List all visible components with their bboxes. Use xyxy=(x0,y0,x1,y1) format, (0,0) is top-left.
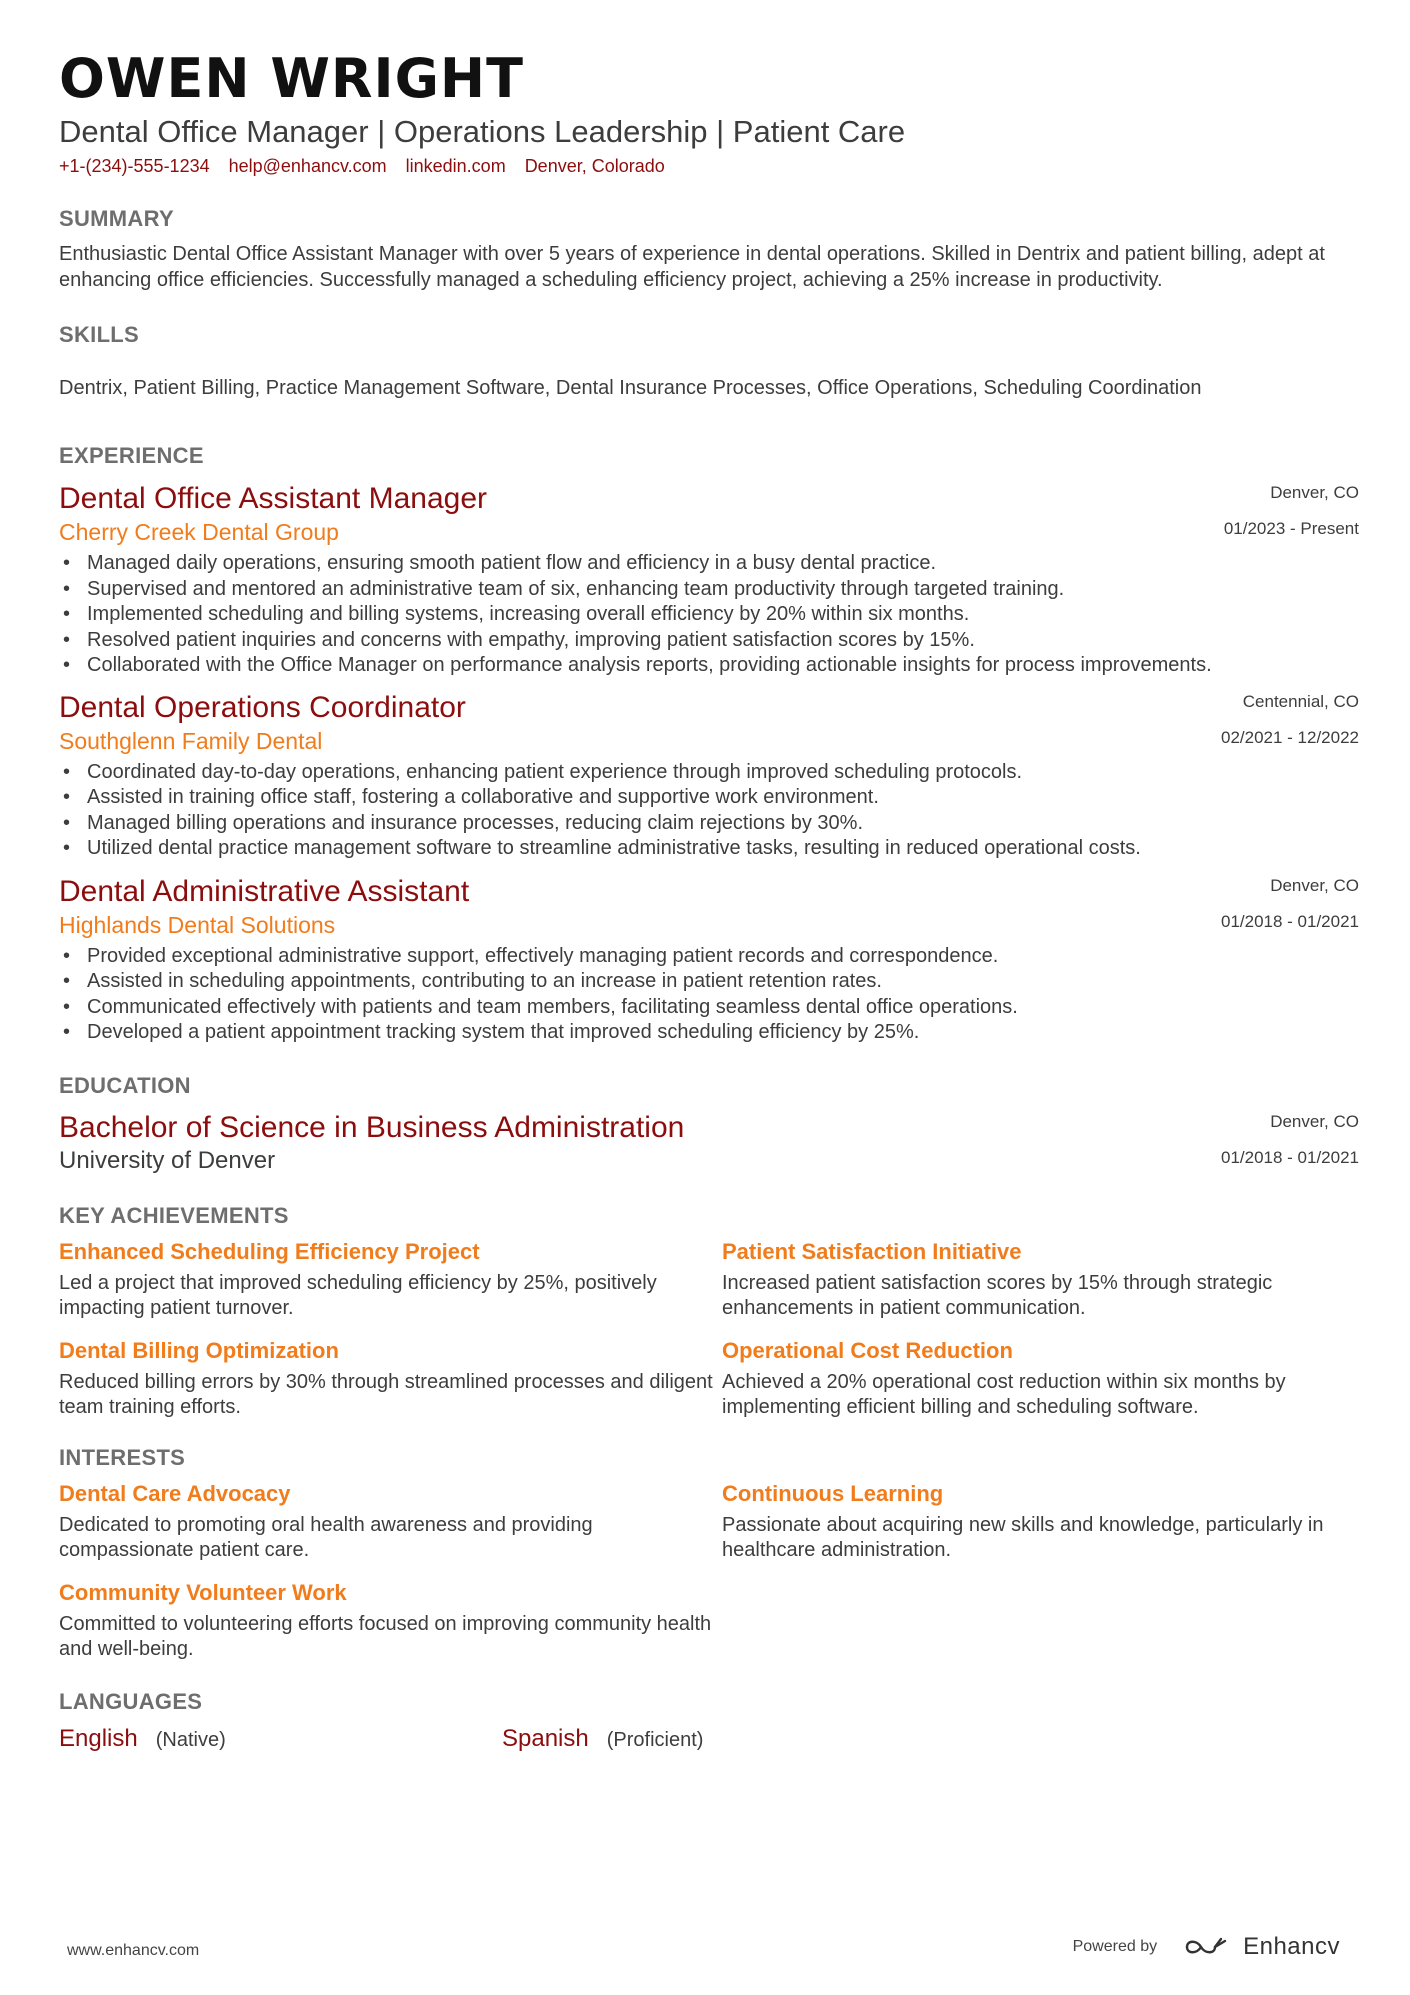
bullet-item: • Assisted in training office staff, fostering a collaborative and supportive work environment. xyxy=(59,785,1259,811)
bullet-item: • Provided exceptional administrative support, effectively managing patient records and correspondence. xyxy=(59,944,1259,970)
powered-by-label: Powered by xyxy=(1072,1938,1158,1955)
contact-info xyxy=(59,154,1359,178)
job-title: Dental Operations Coordinator xyxy=(59,690,466,724)
job-title: Dental Office Assistant Manager xyxy=(59,482,487,515)
bullet-item: • Communicated effectively with patients and team members, facilitating seamless dental office operations. xyxy=(59,995,1259,1021)
company-name: Highlands Dental Solutions xyxy=(59,911,336,938)
candidate-headline: Dental Office Manager | Operations Leadership | Patient Care xyxy=(59,114,906,149)
summary-text: Enthusiastic Dental Office Assistant Manager with over 5 years of experience in dental operations. Skilled in Dentrix and patient billing, adept at enhancing office efficiencies. Successfully managed a scheduling efficiency project, achieving a 25% increase in productivity. xyxy=(59,243,1325,291)
skills-section xyxy=(59,321,1359,401)
school-name: University of Denver xyxy=(59,1146,276,1174)
achievement-desc: Achieved a 20% operational cost reduction within six months by implementing efficient billing and scheduling software. xyxy=(722,1370,1286,1418)
language-item xyxy=(502,1722,945,1757)
interest-desc: Committed to volunteering efforts focused on improving community health and well-being. xyxy=(59,1612,712,1660)
interest-title: Community Volunteer Work xyxy=(59,1579,347,1605)
company-name: Southglenn Family Dental xyxy=(59,727,323,754)
footer-branding xyxy=(1073,1933,1340,1961)
bullet-item: • Utilized dental practice management software to streamline administrative tasks, resulting in reduced operational costs. xyxy=(59,836,1259,862)
job-location: Denver, CO xyxy=(1270,483,1359,502)
footer-website-link[interactable]: www.enhancv.com xyxy=(67,1942,200,1959)
achievement-title: Dental Billing Optimization xyxy=(59,1337,339,1363)
job-dates: 01/2018 - 01/2021 xyxy=(1220,911,1359,931)
job-bullets xyxy=(59,551,1359,679)
section-title-achievements: KEY ACHIEVEMENTS xyxy=(59,1202,289,1228)
language-level: (Proficient) xyxy=(606,1728,704,1751)
achievement-item xyxy=(59,1336,722,1420)
interest-title: Continuous Learning xyxy=(722,1480,944,1506)
achievement-item xyxy=(722,1336,1359,1420)
achievements-grid xyxy=(59,1237,1359,1420)
location-text: Denver, Colorado xyxy=(524,156,665,176)
languages-section xyxy=(59,1688,1359,1757)
job-bullets xyxy=(59,944,1359,1046)
candidate-name: OWEN WRIGHT xyxy=(59,47,524,110)
bullet-item: • Resolved patient inquiries and concerns with empathy, improving patient satisfaction scores by 15%. xyxy=(59,628,1259,654)
bullet-item: • Implemented scheduling and billing systems, increasing overall efficiency by 20% within six months. xyxy=(59,602,1259,628)
company-name: Cherry Creek Dental Group xyxy=(59,519,339,545)
language-item xyxy=(59,1722,502,1757)
achievement-desc: Reduced billing errors by 30% through streamlined processes and diligent team training efforts. xyxy=(59,1370,713,1418)
interest-title: Dental Care Advocacy xyxy=(59,1480,291,1506)
resume-page xyxy=(59,48,1359,1757)
job-dates: 01/2023 - Present xyxy=(1223,519,1359,538)
education-section xyxy=(59,1072,1359,1176)
job-location: Denver, CO xyxy=(1270,875,1359,895)
skills-text: Dentrix, Patient Billing, Practice Management Software, Dental Insurance Processes, Office Operations, Scheduling Coordination xyxy=(59,377,1202,399)
experience-entry xyxy=(59,874,1359,1046)
achievement-title: Operational Cost Reduction xyxy=(722,1337,1013,1363)
bullet-item: • Collaborated with the Office Manager on performance analysis reports, providing actionable insights for process improvements. xyxy=(59,653,1259,679)
phone-link[interactable]: +1-(234)-555-1234 xyxy=(59,156,210,176)
interest-item xyxy=(59,1479,722,1563)
section-title-interests: INTERESTS xyxy=(59,1444,186,1470)
language-name: English xyxy=(59,1724,138,1752)
school-location: Denver, CO xyxy=(1270,1111,1359,1131)
section-title-summary: SUMMARY xyxy=(59,206,174,231)
achievement-title: Enhanced Scheduling Efficiency Project xyxy=(59,1238,480,1264)
degree-title: Bachelor of Science in Business Administration xyxy=(59,1110,685,1144)
experience-entry xyxy=(59,690,1359,862)
interest-item xyxy=(59,1578,722,1662)
language-level: (Native) xyxy=(155,1728,226,1751)
education-entry xyxy=(59,1110,1359,1176)
section-title-experience: EXPERIENCE xyxy=(59,443,204,468)
interest-item xyxy=(722,1479,1359,1563)
resume-header xyxy=(59,48,1359,178)
language-name: Spanish xyxy=(502,1724,589,1752)
achievement-title: Patient Satisfaction Initiative xyxy=(722,1238,1022,1264)
achievements-section xyxy=(59,1202,1359,1420)
section-title-education: EDUCATION xyxy=(59,1072,191,1098)
enhancv-brand-name[interactable]: Enhancv xyxy=(1243,1933,1340,1960)
languages-list xyxy=(59,1722,1359,1757)
interests-section xyxy=(59,1444,1359,1662)
email-link[interactable]: help@enhancv.com xyxy=(228,156,387,176)
job-title: Dental Administrative Assistant xyxy=(59,874,470,908)
experience-entry xyxy=(59,481,1359,679)
bullet-item: • Managed billing operations and insurance processes, reducing claim rejections by 30%. xyxy=(59,811,1259,837)
achievement-item xyxy=(722,1237,1359,1321)
job-dates: 02/2021 - 12/2022 xyxy=(1220,727,1359,747)
achievement-item xyxy=(59,1237,722,1321)
interests-grid xyxy=(59,1479,1359,1662)
enhancv-logo-icon xyxy=(1183,1935,1229,1959)
bullet-item: • Coordinated day-to-day operations, enhancing patient experience through improved scheduling protocols. xyxy=(59,760,1259,786)
bullet-item: • Developed a patient appointment tracking system that improved scheduling efficiency by 25%. xyxy=(59,1020,1259,1046)
job-bullets xyxy=(59,760,1359,862)
interest-desc: Passionate about acquiring new skills and knowledge, particularly in healthcare administration. xyxy=(722,1513,1324,1561)
linkedin-link[interactable]: linkedin.com xyxy=(405,156,506,176)
section-title-skills: SKILLS xyxy=(59,322,140,347)
bullet-item: • Supervised and mentored an administrative team of six, enhancing team productivity through targeted training. xyxy=(59,577,1259,603)
job-location: Centennial, CO xyxy=(1242,691,1359,711)
summary-section xyxy=(59,205,1359,293)
section-title-languages: LANGUAGES xyxy=(59,1688,203,1714)
education-dates: 01/2018 - 01/2021 xyxy=(1220,1147,1359,1167)
experience-section xyxy=(59,442,1359,1046)
achievement-desc: Increased patient satisfaction scores by 15% through strategic enhancements in patient communication. xyxy=(722,1271,1273,1319)
bullet-item: • Managed daily operations, ensuring smooth patient flow and efficiency in a busy dental practice. xyxy=(59,551,1259,577)
bullet-item: • Assisted in scheduling appointments, contributing to an increase in patient retention rates. xyxy=(59,969,1259,995)
achievement-desc: Led a project that improved scheduling efficiency by 25%, positively impacting patient turnover. xyxy=(59,1271,657,1319)
interest-desc: Dedicated to promoting oral health awareness and providing compassionate patient care. xyxy=(59,1513,593,1561)
